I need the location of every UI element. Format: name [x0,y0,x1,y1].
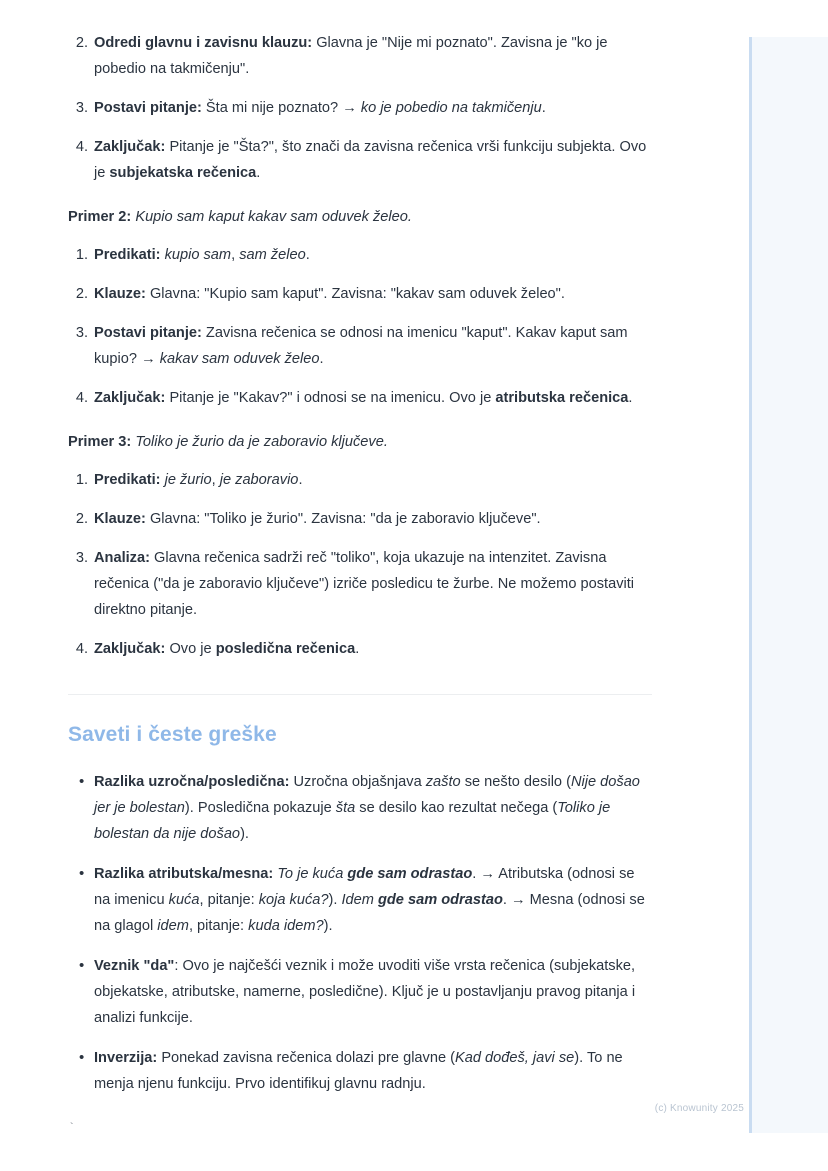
step-label: Zaključak: [94,139,166,155]
step-text: Glavna: "Kupio sam kaput". Zavisna: "kakav sam oduvek želeo". [145,286,565,302]
tip-emphasis: zašto [425,774,461,790]
list-item [68,506,652,532]
step-text: Glavna rečenica sadrži reč "toliko", koja ukazuje na intenzitet. Zavisna rečenica ("da je zaboravio ključeve") izriče posledicu te žurbe. Ne možemo postaviti direktno pitanje. [94,550,635,618]
tip-label: Veznik "da" [94,958,175,974]
step-text-tail: . [298,472,303,488]
example-sentence: Kupio sam kaput kakav sam oduvek želeo. [131,209,412,225]
arrow-icon: → [141,351,156,367]
step-emphasis: ko je pobedio na takmičenju [356,100,542,116]
step-emphasis-b: je zaboravio [219,472,299,488]
step-text: Zavisna rečenica se odnosi na imenicu "kaput". Kakav kaput sam kupio? [94,325,628,367]
step-text: Glavna je "Nije mi poznato". Zavisna je "ko je pobedio na takmičenju". [94,35,608,77]
step-emphasis-a: kupio sam [160,247,232,263]
section-divider [68,694,652,695]
step-label: Zaključak: [94,641,166,657]
list-item [68,545,652,623]
list-item [68,636,652,662]
step-separator: , [211,472,220,488]
bullet-icon: • [79,957,85,974]
tip-emphasis: koja kuća? [258,892,329,908]
list-item [68,30,652,82]
tip-emphasis: Nije došao jer je bolestan [94,774,640,816]
tip-text: ). [328,892,342,908]
bullet-icon: • [79,773,85,790]
list-item [68,953,652,1031]
tip-text: ). [240,826,249,842]
step-label: Klauze: [94,286,146,302]
example-sentence: Toliko je žurio da je zaboravio ključeve. [131,434,388,450]
list-item [68,769,652,847]
step-label: Zaključak: [94,390,166,406]
step-term: atributska rečenica [495,390,629,406]
stray-backtick-character: ` [68,1121,76,1135]
list-item [68,385,652,411]
step-label: Analiza: [94,550,150,566]
list-item [68,320,652,372]
list-item [68,281,652,307]
tip-emphasis: kuda idem? [248,918,324,934]
tip-emphasis: šta [335,800,356,816]
bullet-icon: • [79,1049,85,1066]
example-2-heading [68,204,652,230]
analysis-steps-list-2 [68,242,652,411]
arrow-icon: → [342,100,357,116]
step-text: Pitanje je "Šta?", što znači da zavisna rečenica vrši funkciju subjekta. Ovo je [94,139,647,181]
tip-text: se desilo kao rezultat nečega ( [355,800,558,816]
step-text-tail: . [305,247,310,263]
step-text-tail: . [355,641,360,657]
tip-text: ). Posledična pokazuje [184,800,336,816]
list-marker: 2. [75,35,88,51]
list-marker: 2. [75,286,88,302]
step-text-tail: . [319,351,324,367]
list-marker: 3. [75,100,88,116]
tip-text: : Ovo je najčešći veznik i može uvoditi više vrsta rečenica (subjekatske, objekatske, atributske, namerne, posledične). Ključ je u postavljanju pravog pitanja i analizi funkcije. [94,958,636,1026]
tips-list [68,769,652,1097]
tip-strong-emphasis: gde sam odrastao [377,892,503,908]
step-label: Predikati: [94,472,161,488]
tip-text: , pitanje: [188,918,249,934]
step-label: Odredi glavnu i zavisnu klauzu: [94,35,313,51]
tip-text: , pitanje: [199,892,259,908]
tip-label: Inverzija: [94,1050,158,1066]
tip-label: Razlika atributska/mesna: [94,866,274,882]
list-marker: 4. [75,641,88,657]
step-emphasis-b: sam želeo [239,247,306,263]
step-text: Glavna: "Toliko je žurio". Zavisna: "da je zaboravio ključeve". [145,511,541,527]
list-item [68,242,652,268]
step-text: Pitanje je "Kakav?" i odnosi se na imenicu. Ovo je [165,390,496,406]
tip-text: Mesna (odnosi se na glagol [94,892,645,934]
tip-text: Atributska (odnosi se na imenicu [94,866,635,908]
page-title: Saveti i česte greške [68,723,277,746]
step-text-tail: . [256,165,261,181]
step-separator: , [231,247,240,263]
copyright-footer: (c) Knowunity 2025 [654,1103,744,1114]
step-label: Postavi pitanje: [94,100,202,116]
step-label: Predikati: [94,247,161,263]
list-item [68,861,652,939]
step-emphasis-a: je žurio [160,472,212,488]
list-marker: 3. [75,550,88,566]
example-label: Primer 3: [68,434,132,450]
analysis-steps-list-3 [68,467,652,662]
example-label: Primer 2: [68,209,132,225]
tip-text: ). [323,918,333,934]
tip-text: . [472,866,481,882]
list-item [68,1045,652,1097]
tip-text: Uzročna objašnjava [289,774,426,790]
step-label: Postavi pitanje: [94,325,202,341]
list-marker: 4. [75,390,88,406]
arrow-icon: → [510,892,526,908]
step-term: posledična rečenica [215,641,356,657]
analysis-steps-list-1 [68,30,652,186]
tip-text: se nešto desilo ( [460,774,571,790]
step-text-tail: . [541,100,546,116]
tip-text: . [502,892,511,908]
tip-emphasis: Kad dođeš, javi se [455,1050,575,1066]
tip-text: ). To ne menja njenu funkciju. Prvo identifikuj glavnu radnju. [94,1050,623,1092]
tip-emphasis: Toliko je bolestan da nije došao [94,800,611,842]
step-text-tail: . [628,390,633,406]
step-text: Ovo je [165,641,216,657]
right-side-panel [749,37,828,1133]
step-label: Klauze: [94,511,146,527]
step-text: Šta mi nije poznato? [201,100,343,116]
example-3-heading [68,429,652,455]
list-item [68,95,652,121]
arrow-icon: → [480,866,495,882]
tip-label: Razlika uzročna/posledična: [94,774,290,790]
list-item [68,134,652,186]
list-marker: 2. [75,511,88,527]
tip-emphasis: idem [157,918,189,934]
list-marker: 4. [75,139,88,155]
tip-emphasis: To je kuća [277,866,348,882]
list-marker: 3. [75,325,88,341]
list-item [68,467,652,493]
tip-emphasis: kuća [168,892,200,908]
list-marker: 1. [75,472,88,488]
tip-emphasis: Idem [341,892,378,908]
list-marker: 1. [75,247,88,263]
step-emphasis: kakav sam oduvek želeo [155,351,320,367]
step-term: subjekatska rečenica [109,165,257,181]
tip-text: Ponekad zavisna rečenica dolazi pre glavne ( [157,1050,455,1066]
tip-strong-emphasis: gde sam odrastao [347,866,473,882]
bullet-icon: • [79,865,85,882]
